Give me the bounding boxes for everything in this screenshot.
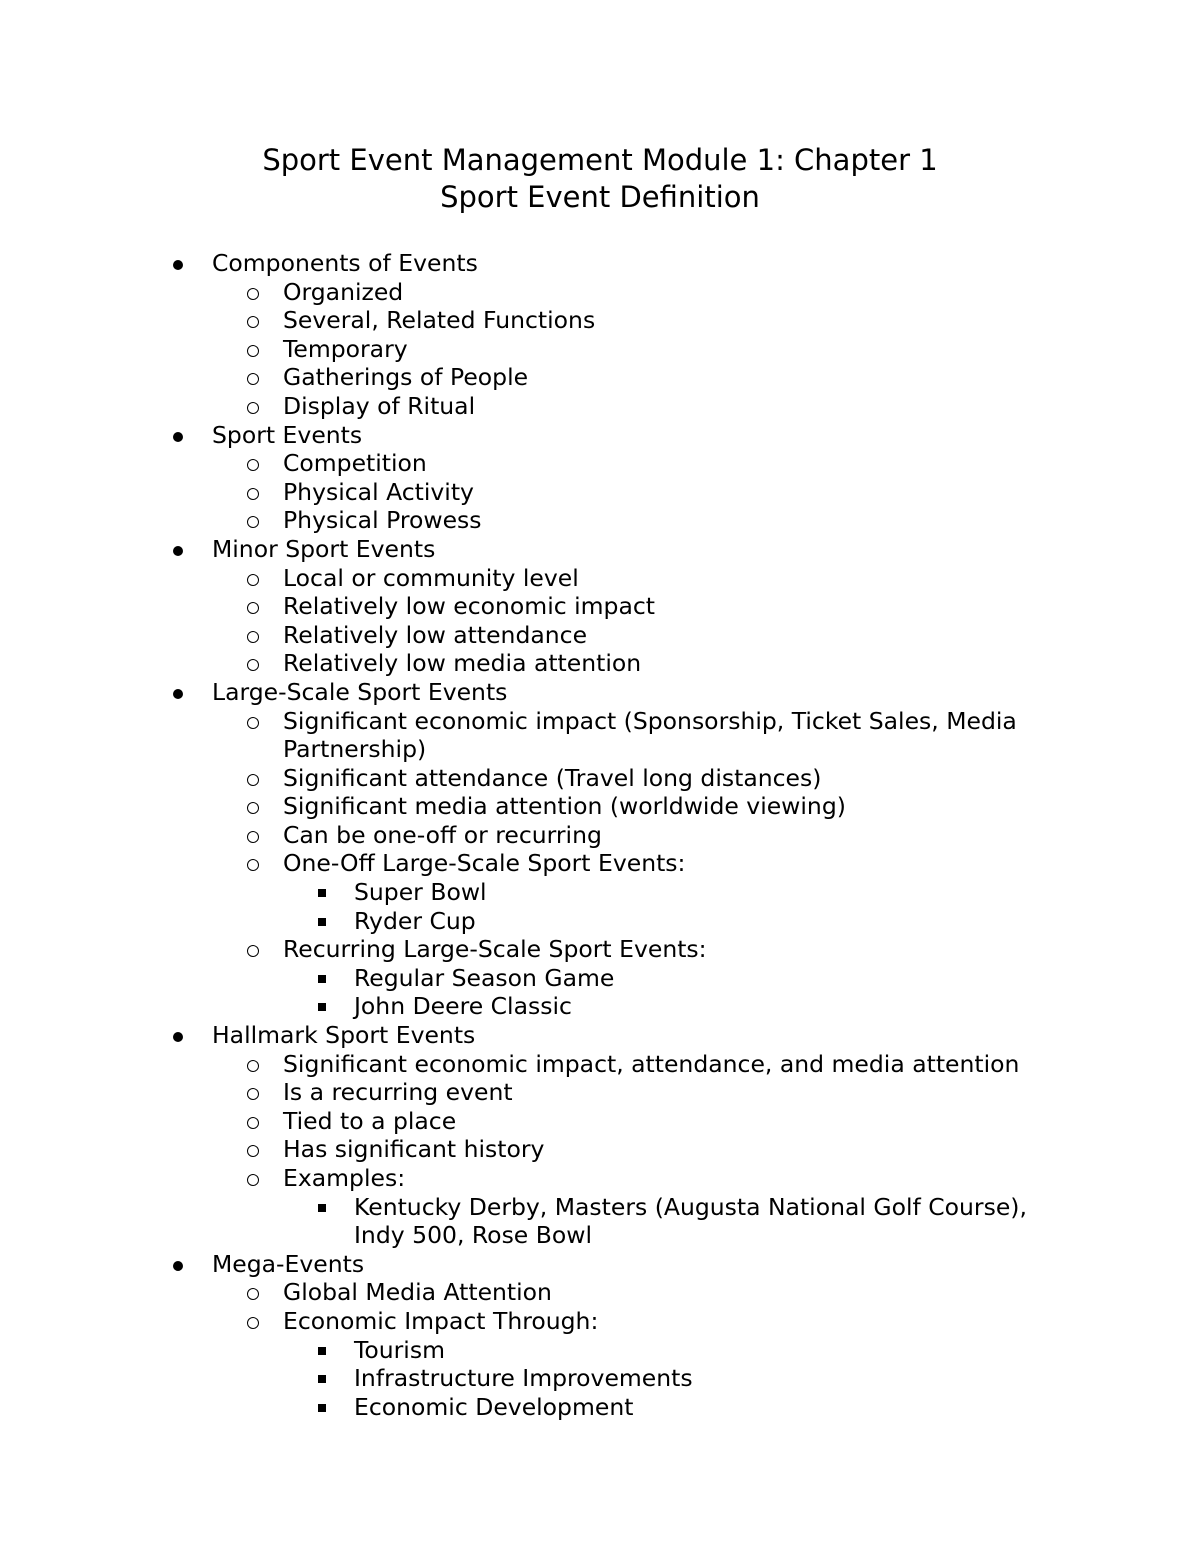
- outline-item-level-2: [0, 764, 1200, 793]
- outline-item-text: Significant economic impact, attendance, and media attention: [283, 1049, 1020, 1078]
- square-bullet-icon: [318, 1347, 326, 1355]
- outline-item-text: Examples:: [283, 1164, 406, 1192]
- outline-item-level-3: [0, 1336, 1200, 1365]
- hollow-circle-bullet-icon: [247, 459, 259, 471]
- hollow-circle-bullet-icon: [247, 402, 259, 414]
- outline-item-level-1: [0, 1250, 1200, 1279]
- hollow-circle-bullet-icon: [247, 602, 259, 614]
- outline-item-level-3: [0, 964, 1200, 993]
- outline-item-text: Can be one-off or recurring: [283, 820, 602, 849]
- outline-item-level-3: [0, 907, 1200, 936]
- hollow-circle-bullet-icon: [247, 488, 259, 500]
- hollow-circle-bullet-icon: [247, 859, 259, 871]
- outline-item-text: Tourism: [354, 1335, 445, 1364]
- outline-item-level-1: [0, 1021, 1200, 1050]
- bulleted-outline: [0, 249, 1200, 1421]
- filled-circle-bullet-icon: [173, 1032, 183, 1042]
- hollow-circle-bullet-icon: [247, 373, 259, 385]
- page-title: Sport Event Management Module 1: Chapter 1: [262, 143, 938, 177]
- outline-item-level-2: [0, 1107, 1200, 1136]
- square-bullet-icon: [318, 1204, 326, 1212]
- outline-item-text: Gatherings of People: [283, 363, 529, 392]
- outline-item-level-3: [0, 1364, 1200, 1393]
- outline-item-text: Competition: [283, 449, 427, 478]
- outline-item-text: Hallmark Sport Events: [212, 1021, 476, 1050]
- outline-item-text: Large-Scale Sport Events: [212, 677, 508, 706]
- outline-item-level-2: [0, 1164, 1200, 1193]
- outline-item-level-3: [0, 1393, 1200, 1422]
- hollow-circle-bullet-icon: [247, 516, 259, 528]
- outline-item-level-2: [0, 707, 1200, 764]
- filled-circle-bullet-icon: [173, 260, 183, 270]
- hollow-circle-bullet-icon: [247, 574, 259, 586]
- square-bullet-icon: [318, 1003, 326, 1011]
- page-subtitle: Sport Event Definition: [440, 180, 760, 214]
- outline-item-text: Super Bowl: [354, 878, 487, 907]
- outline-item-level-1: [0, 678, 1200, 707]
- outline-item-text: Physical Activity: [283, 477, 474, 506]
- filled-circle-bullet-icon: [173, 1261, 183, 1271]
- hollow-circle-bullet-icon: [247, 1317, 259, 1329]
- outline-item-level-2: [0, 478, 1200, 507]
- outline-item-level-2: [0, 564, 1200, 593]
- outline-item-text: Local or community level: [283, 563, 579, 592]
- outline-item-text: One-Off Large-Scale Sport Events:: [283, 849, 686, 878]
- hollow-circle-bullet-icon: [247, 288, 259, 300]
- outline-item-level-1: [0, 421, 1200, 450]
- outline-item-level-2: [0, 392, 1200, 421]
- hollow-circle-bullet-icon: [247, 1117, 259, 1129]
- hollow-circle-bullet-icon: [247, 631, 259, 643]
- outline-item-level-2: [0, 1050, 1200, 1079]
- outline-item-text: Economic Impact Through:: [283, 1306, 599, 1335]
- outline-item-text: Regular Season Game: [354, 963, 615, 992]
- outline-item-text: Organized: [283, 277, 404, 306]
- outline-item-text: Relatively low economic impact: [283, 592, 655, 621]
- outline-item-level-2: [0, 1135, 1200, 1164]
- hollow-circle-bullet-icon: [247, 717, 259, 729]
- outline-item-text: Infrastructure Improvements: [354, 1364, 693, 1393]
- hollow-circle-bullet-icon: [247, 1088, 259, 1100]
- hollow-circle-bullet-icon: [247, 1060, 259, 1072]
- outline-item-text: Global Media Attention: [283, 1278, 552, 1307]
- outline-item-text: Minor Sport Events: [212, 534, 436, 563]
- hollow-circle-bullet-icon: [247, 1174, 259, 1186]
- outline-item-level-2: [0, 649, 1200, 678]
- outline-item-text: Several, Related Functions: [283, 306, 596, 335]
- square-bullet-icon: [318, 1404, 326, 1412]
- hollow-circle-bullet-icon: [247, 1288, 259, 1300]
- outline-item-text: Relatively low media attention: [283, 649, 642, 678]
- square-bullet-icon: [318, 918, 326, 926]
- outline-item-level-2: [0, 1278, 1200, 1307]
- hollow-circle-bullet-icon: [247, 945, 259, 957]
- outline-item-text: Display of Ritual: [283, 391, 476, 420]
- hollow-circle-bullet-icon: [247, 831, 259, 843]
- hollow-circle-bullet-icon: [247, 774, 259, 786]
- outline-item-text: Is a recurring event: [283, 1078, 513, 1107]
- outline-item-text: Physical Prowess: [283, 506, 482, 535]
- square-bullet-icon: [318, 889, 326, 897]
- outline-item-level-2: [0, 363, 1200, 392]
- hollow-circle-bullet-icon: [247, 345, 259, 357]
- filled-circle-bullet-icon: [173, 546, 183, 556]
- outline-item-level-1: [0, 249, 1200, 278]
- outline-item-level-2: [0, 792, 1200, 821]
- outline-item-text: Temporary: [283, 334, 408, 363]
- outline-item-level-2: [0, 821, 1200, 850]
- hollow-circle-bullet-icon: [247, 659, 259, 671]
- outline-item-level-2: [0, 592, 1200, 621]
- outline-item-text: Mega-Events: [212, 1249, 365, 1278]
- outline-item-text: John Deere Classic: [354, 992, 572, 1021]
- outline-item-text: Significant economic impact (Sponsorship, Ticket Sales, Media Partnership): [283, 706, 1017, 764]
- outline-item-level-2: [0, 1078, 1200, 1107]
- outline-item-level-1: [0, 535, 1200, 564]
- hollow-circle-bullet-icon: [247, 316, 259, 328]
- square-bullet-icon: [318, 1375, 326, 1383]
- outline-item-level-2: [0, 278, 1200, 307]
- filled-circle-bullet-icon: [173, 432, 183, 442]
- outline-item-text: Recurring Large-Scale Sport Events:: [283, 935, 707, 964]
- outline-item-level-2: [0, 306, 1200, 335]
- filled-circle-bullet-icon: [173, 689, 183, 699]
- outline-item-text: Tied to a place: [283, 1106, 457, 1135]
- outline-item-level-2: [0, 335, 1200, 364]
- square-bullet-icon: [318, 975, 326, 983]
- outline-item-text: Kentucky Derby, Masters (Augusta National Golf Course), Indy 500, Rose Bowl: [354, 1192, 1027, 1250]
- hollow-circle-bullet-icon: [247, 1145, 259, 1157]
- outline-item-text: Has significant history: [283, 1135, 545, 1164]
- outline-item-level-3: [0, 992, 1200, 1021]
- outline-item-level-2: [0, 849, 1200, 878]
- outline-item-level-2: [0, 935, 1200, 964]
- hollow-circle-bullet-icon: [247, 802, 259, 814]
- outline-item-text: Economic Development: [354, 1392, 634, 1421]
- outline-item-level-2: [0, 621, 1200, 650]
- outline-item-text: Ryder Cup: [354, 906, 476, 935]
- outline-item-level-3: [0, 1193, 1200, 1250]
- outline-item-text: Sport Events: [212, 420, 363, 449]
- outline-item-text: Relatively low attendance: [283, 620, 588, 649]
- outline-item-text: Components of Events: [212, 249, 478, 277]
- outline-item-text: Significant attendance (Travel long distances): [283, 763, 822, 792]
- outline-item-level-2: [0, 506, 1200, 535]
- outline-item-level-3: [0, 878, 1200, 907]
- outline-item-level-2: [0, 449, 1200, 478]
- outline-item-text: Significant media attention (worldwide viewing): [283, 792, 846, 821]
- outline-item-level-2: [0, 1307, 1200, 1336]
